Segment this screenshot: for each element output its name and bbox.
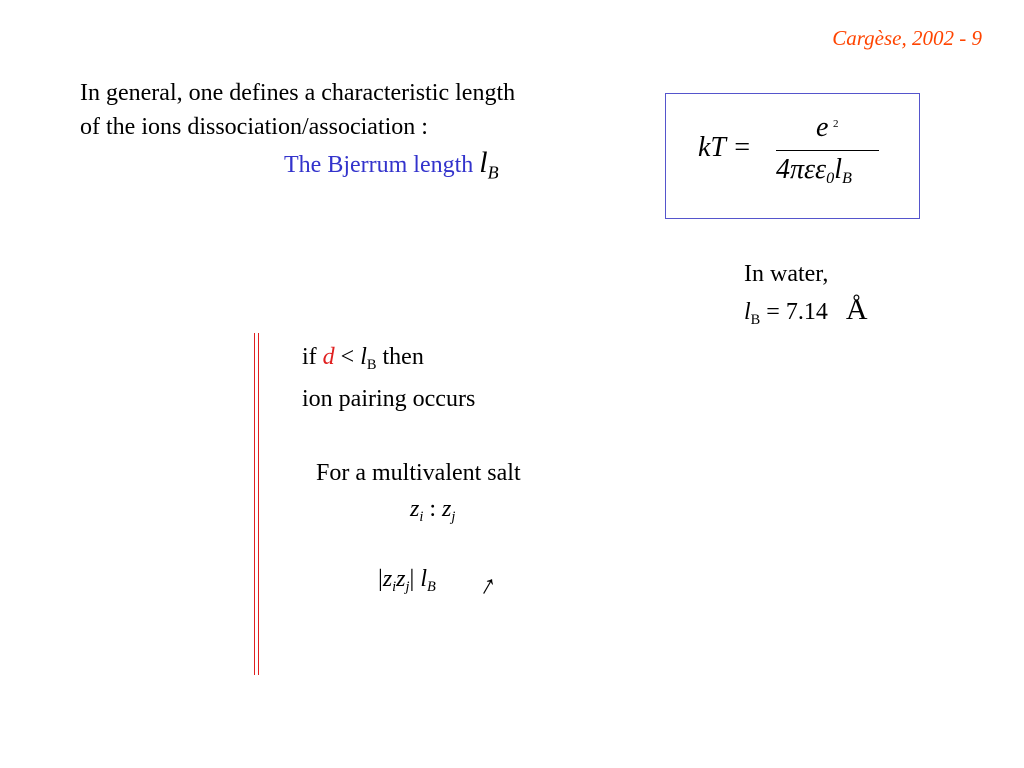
ratio-zi: z <box>410 496 420 522</box>
ratio-zj: z <box>442 496 452 522</box>
formula-denominator-sub0: 0 <box>826 168 835 187</box>
product-zj: z <box>396 566 406 592</box>
product-zi-sub: i <box>392 579 397 596</box>
condition-sub: B <box>366 357 377 374</box>
valence-ratio <box>410 496 455 526</box>
vertical-divider <box>254 333 259 675</box>
formula-denominator-prefix: 4πεε <box>776 154 827 185</box>
product-zj-sub: j <box>405 579 410 596</box>
water-subscript: B <box>750 312 761 329</box>
formula-denominator-l: l <box>834 154 842 185</box>
product-l: l <box>420 566 427 592</box>
formula-numerator: e <box>816 112 829 143</box>
condition-line-1 <box>302 340 475 382</box>
bjerrum-symbol-subscript: B <box>487 162 499 183</box>
valence-product <box>378 566 436 596</box>
product-bar-close: | <box>409 566 421 592</box>
ratio-zi-sub: i <box>419 509 424 526</box>
formula-denominator <box>776 154 852 188</box>
condition-then: then <box>376 344 424 370</box>
intro-line-2: of the ions dissociation/association : <box>80 114 428 140</box>
product-bar-open: | <box>378 566 383 592</box>
intro-line-1: In general, one defines a characteristic length <box>80 80 516 106</box>
product-l-sub: B <box>426 579 436 596</box>
water-symbol: l <box>744 299 751 325</box>
condition-d: d <box>322 344 335 370</box>
water-unit: Å <box>845 293 868 326</box>
ratio-colon: : <box>423 496 443 522</box>
condition-l: l <box>360 344 367 370</box>
bjerrum-length-label <box>284 146 499 183</box>
water-equals-value: = 7.14 <box>760 299 828 325</box>
ion-pairing-condition <box>302 340 475 416</box>
ratio-zj-sub: j <box>451 509 456 526</box>
condition-line-2: ion pairing occurs <box>302 386 476 413</box>
bjerrum-symbol-l: l <box>479 146 488 179</box>
increase-arrow-icon: ↑ <box>474 568 503 603</box>
formula-denominator-subB: B <box>842 168 852 187</box>
product-zi: z <box>382 566 393 592</box>
multivalent-salt-label: For a multivalent salt <box>316 460 521 486</box>
formula-lhs: kT = <box>698 132 752 163</box>
bjerrum-formula-box <box>665 93 920 219</box>
formula-fraction-bar <box>776 150 879 151</box>
water-line-2 <box>744 292 868 338</box>
water-value <box>744 256 868 338</box>
bjerrum-symbol <box>479 146 499 183</box>
condition-if: if <box>302 344 323 370</box>
water-line-1: In water, <box>744 261 829 287</box>
bjerrum-label-text: The Bjerrum length <box>284 152 474 178</box>
intro-text <box>80 76 515 144</box>
slide-footer-label: Cargèse, 2002 - 9 <box>832 26 982 50</box>
condition-lt: < <box>334 344 361 370</box>
formula-numerator-superscript: 2 <box>833 118 839 130</box>
